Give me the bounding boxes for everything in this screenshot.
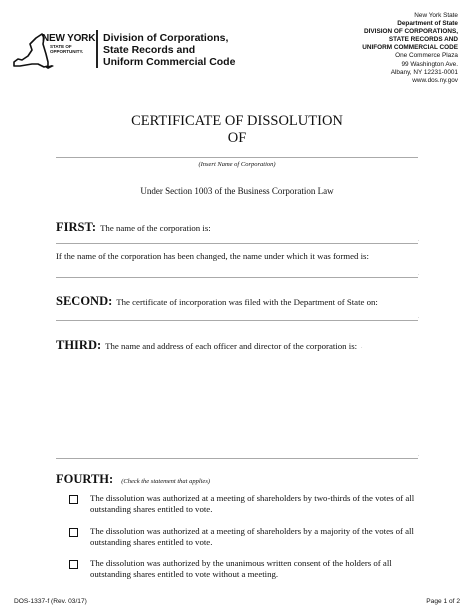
address-line: 99 Washington Ave. <box>401 60 458 68</box>
option-majority-checkbox[interactable] <box>69 528 78 537</box>
address-line: Albany, NY 12231-0001 <box>390 68 458 76</box>
first-section <box>56 218 211 236</box>
address-line: One Commerce Plaza <box>395 52 458 60</box>
corporation-name-hint: (Insert Name of Corporation) <box>198 161 276 168</box>
option-unanimous-consent-text: The dissolution was authorized by the unanimous written consent of the holders of all outstanding shares entitled to vote without a meeting. <box>90 558 392 579</box>
option-two-thirds-text: The dissolution was authorized at a meeting of shareholders by two-thirds of the votes of all outstanding shares entitled to vote. <box>90 493 415 514</box>
agency-address <box>362 12 458 85</box>
line-end-mark: . <box>418 315 420 320</box>
former-name-field[interactable] <box>56 277 418 278</box>
logo-tagline: STATE OF OPPORTUNITY. <box>50 44 84 54</box>
form-number: DOS-1337-f (Rev. 03/17) <box>14 598 87 605</box>
line-end-mark: . <box>418 453 420 458</box>
third-text: The name and address of each officer and director of the corporation is: <box>105 341 358 351</box>
page-number: Page 1 of 2 <box>426 598 460 605</box>
line-end-mark: . <box>418 272 420 277</box>
corporation-name-line[interactable] <box>56 157 418 158</box>
division-name: Division of Corporations, State Records and Uniform Commercial Code <box>103 32 236 68</box>
option-majority-text: The dissolution was authorized at a meeting of shareholders by a majority of the votes of all outstanding shares entitled to vote. <box>90 526 414 547</box>
document-title: CERTIFICATE OF DISSOLUTION OF <box>131 113 343 146</box>
statute-reference: Under Section 1003 of the Business Corporation Law <box>140 186 334 196</box>
third-label: THIRD: <box>56 338 102 352</box>
third-section: THIRD: The name and address of each officer and director of the corporation is: . <box>56 338 363 352</box>
header-divider <box>96 30 98 68</box>
second-text: The certificate of incorporation was filed with the Department of State on: <box>116 297 378 307</box>
fourth-hint: (Check the statement that applies) <box>121 478 211 485</box>
officers-field[interactable] <box>56 458 418 459</box>
line-end-mark: . <box>418 238 420 243</box>
first-label: FIRST: <box>56 220 97 234</box>
address-line: DIVISION OF CORPORATIONS, <box>364 28 458 36</box>
fourth-section <box>56 470 210 488</box>
corporation-name-field[interactable] <box>56 243 418 244</box>
former-name-text: If the name of the corporation has been changed, the name under which it was formed is: <box>56 251 369 261</box>
option-unanimous-consent-checkbox[interactable] <box>69 560 78 569</box>
second-label: SECOND: <box>56 294 113 308</box>
option-two-thirds-checkbox[interactable] <box>69 495 78 504</box>
fourth-label: FOURTH: <box>56 472 114 486</box>
address-line: STATE RECORDS AND <box>388 36 458 44</box>
filing-date-field[interactable] <box>56 320 418 321</box>
second-section <box>56 292 378 310</box>
address-line: UNIFORM COMMERCIAL CODE <box>362 44 458 52</box>
logo-wordmark: NEW YORK <box>42 33 96 44</box>
address-line: Department of State <box>397 20 458 28</box>
first-text: The name of the corporation is: <box>100 223 211 233</box>
address-line: www.dos.ny.gov <box>412 76 458 84</box>
address-line: New York State <box>414 12 458 19</box>
